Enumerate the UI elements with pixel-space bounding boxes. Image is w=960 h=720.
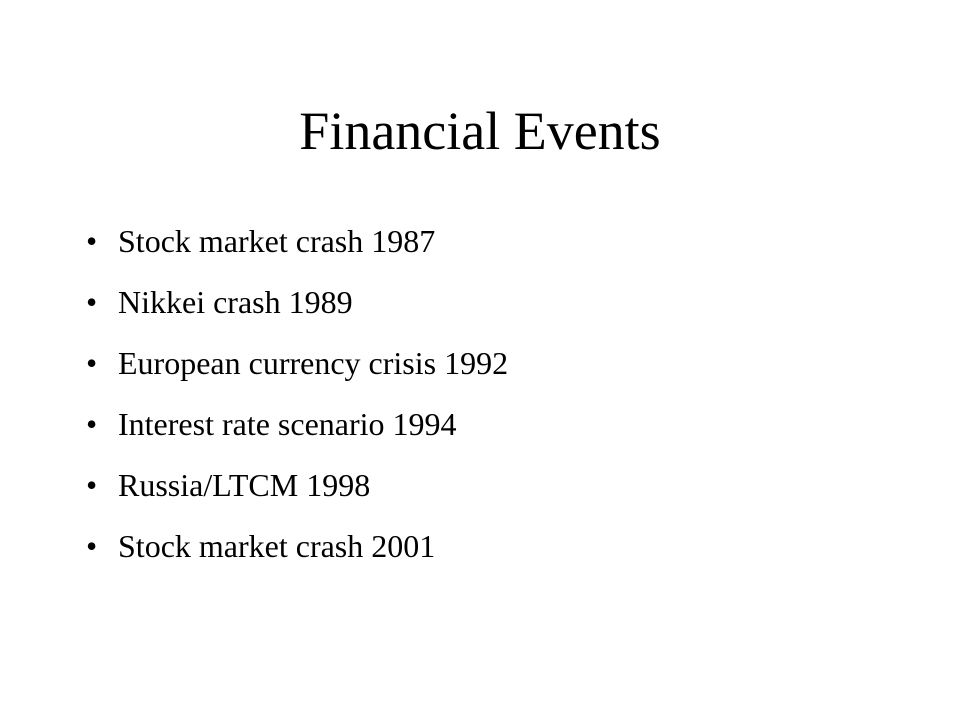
bullet-text: Russia/LTCM 1998 — [118, 467, 371, 503]
slide-title: Financial Events — [299, 101, 661, 161]
bullet-text: Stock market crash 1987 — [118, 223, 436, 259]
bullet-icon: • — [86, 467, 98, 503]
bullet-list — [86, 214, 508, 580]
bullet-text: Nikkei crash 1989 — [118, 284, 353, 320]
list-item — [86, 214, 508, 275]
bullet-icon: • — [86, 284, 98, 320]
list-item — [86, 458, 508, 519]
bullet-icon: • — [86, 406, 98, 442]
bullet-icon: • — [86, 345, 98, 381]
list-item — [86, 275, 508, 336]
bullet-icon: • — [86, 223, 98, 259]
list-item — [86, 336, 508, 397]
bullet-text: Stock market crash 2001 — [118, 528, 436, 564]
list-item — [86, 519, 508, 580]
bullet-icon: • — [86, 528, 98, 564]
bullet-text: Interest rate scenario 1994 — [118, 406, 457, 442]
list-item — [86, 397, 508, 458]
bullet-text: European currency crisis 1992 — [118, 345, 509, 381]
